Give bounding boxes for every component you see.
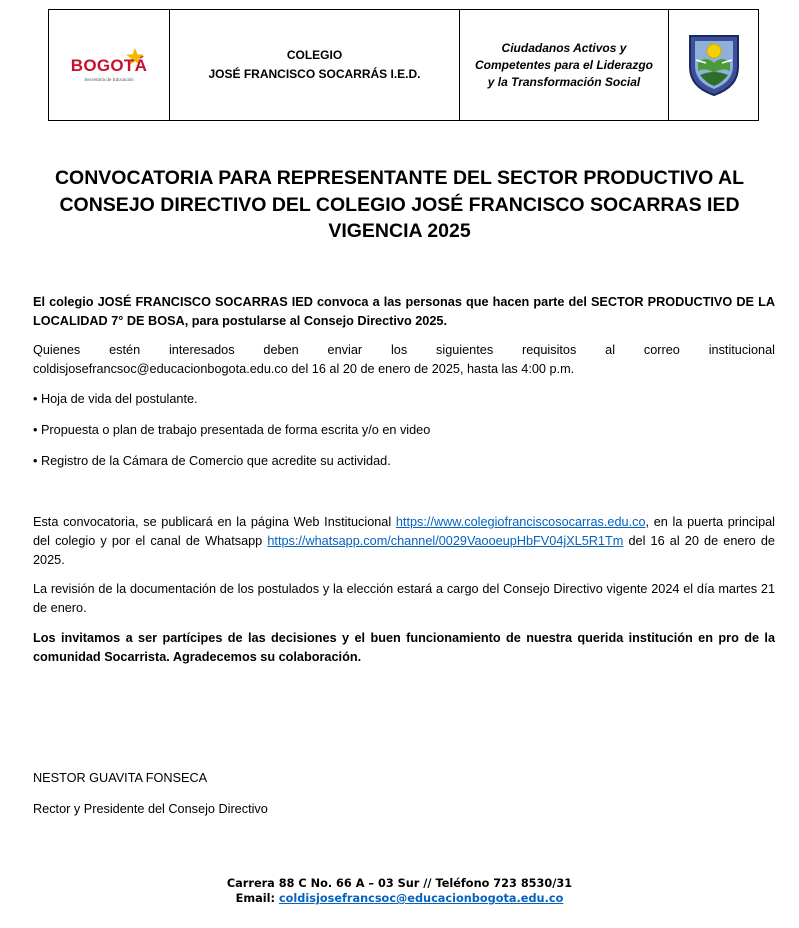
publication-paragraph xyxy=(33,513,775,570)
footer-address: Carrera 88 C No. 66 A – 03 Sur // Teléfono 723 8530/31 xyxy=(226,877,573,890)
school-line-2: JOSÉ FRANCISCO SOCARRÁS I.E.D. xyxy=(208,67,421,81)
requirement-item: • Hoja de vida del postulante. xyxy=(33,392,198,406)
school-name xyxy=(170,10,460,120)
whatsapp-link[interactable]: https://whatsapp.com/channel/0029VaooeupHbFV04jXL5R1Tm xyxy=(267,534,624,548)
publication-text: Esta convocatoria, se publicará en la página Web Institucional xyxy=(33,515,396,529)
crest-icon xyxy=(686,33,742,97)
school-crest xyxy=(669,10,758,120)
requirement-text: Hoja de vida del postulante. xyxy=(40,392,198,406)
footer-email-line xyxy=(0,891,799,906)
publication-text: del 16 al 20 de enero de 2025. xyxy=(33,534,775,567)
bogota-logo xyxy=(49,10,170,120)
publication-text: , en la puerta principal del colegio y por el canal de Whatsapp xyxy=(33,515,776,548)
letterhead xyxy=(48,9,759,121)
title-line-1: CONVOCATORIA PARA REPRESENTANTE DEL SECTOR PRODUCTIVO AL xyxy=(54,167,745,189)
requirement-text: Registro de la Cámara de Comercio que acredite su actividad. xyxy=(40,454,391,468)
logo-text: BOGOTÁ xyxy=(70,56,148,75)
requirements-intro: Quienes estén interesados deben enviar los siguientes requisitos al correo institucional coldisjosefrancsoc@educacionbogota.edu.co del 16 al 20 de enero de 2025, hasta las 4:00 p.m. xyxy=(33,343,775,376)
review-paragraph: La revisión de la documentación de los postulados y la elección estará a cargo del Consejo Directivo vigente 2024 el día martes 21 de enero. xyxy=(33,582,775,615)
title-line-2: CONSEJO DIRECTIVO DEL COLEGIO JOSÉ FRANCISCO SOCARRAS IED xyxy=(59,193,740,216)
school-line-1: COLEGIO xyxy=(286,48,343,62)
requirement-item: • Registro de la Cámara de Comercio que acredite su actividad. xyxy=(33,454,391,468)
footer-email-label: Email: xyxy=(235,892,279,905)
title-line-3: VIGENCIA 2025 xyxy=(328,220,471,242)
footer-email-link[interactable]: coldisjosefrancsoc@educacionbogota.edu.co xyxy=(278,892,564,905)
logo-subtitle: Secretaría de Educación xyxy=(84,77,134,82)
signatory-role: Rector y Presidente del Consejo Directivo xyxy=(33,802,268,816)
signatory-name: NESTOR GUAVITA FONSECA xyxy=(33,771,208,785)
footer xyxy=(0,876,799,906)
document-title xyxy=(40,165,759,245)
intro-paragraph: El colegio JOSÉ FRANCISCO SOCARRAS IED convoca a las personas que hacen parte del SECTOR PRODUCTIVO DE LA LOCALIDAD 7° DE BOSA, para postularse al Consejo Directivo 2025. xyxy=(33,295,775,328)
school-motto: Ciudadanos Activos y Competentes para el Liderazgo y la Transformación Social xyxy=(460,10,669,120)
website-link[interactable]: https://www.colegiofranciscosocarras.edu.co xyxy=(395,515,646,529)
invitation-paragraph: Los invitamos a ser partícipes de las decisiones y el buen funcionamiento de nuestra querida institución en pro de la comunidad Socarrista. Agradecemos su colaboración. xyxy=(33,631,775,664)
requirement-text: Propuesta o plan de trabajo presentada de forma escrita y/o en video xyxy=(40,423,431,437)
requirement-item: • Propuesta o plan de trabajo presentada de forma escrita y/o en video xyxy=(33,423,431,437)
